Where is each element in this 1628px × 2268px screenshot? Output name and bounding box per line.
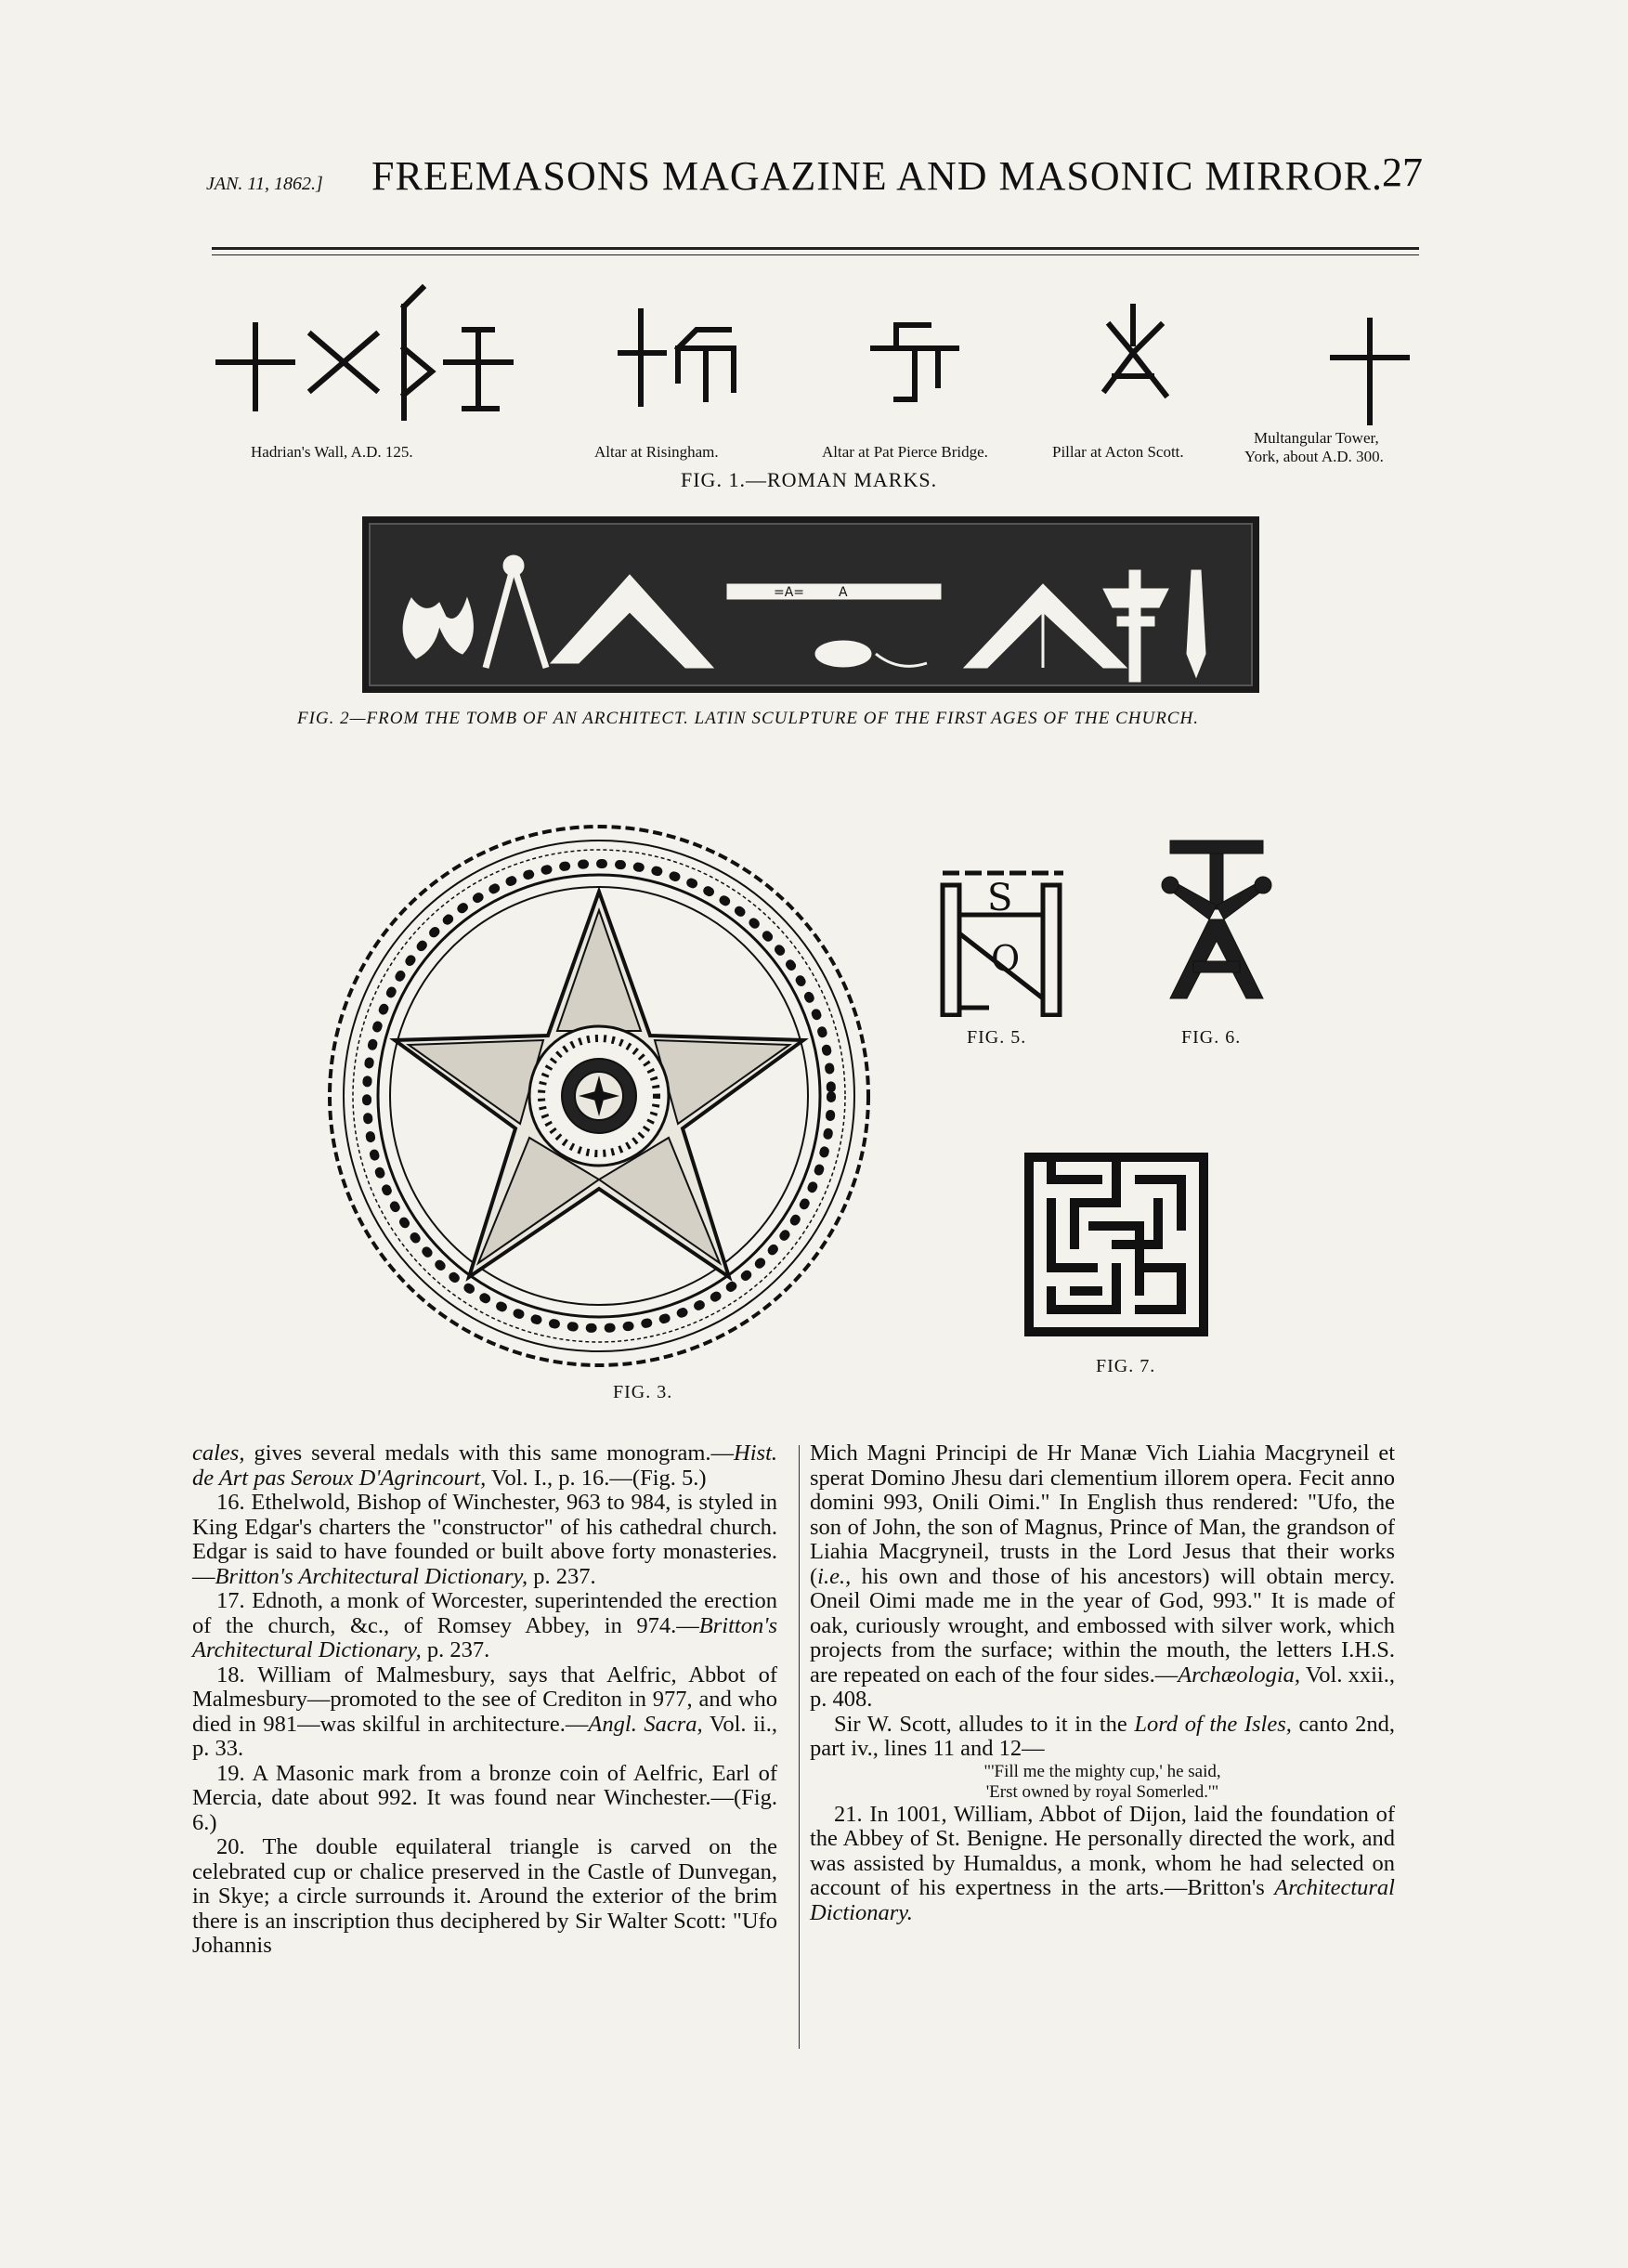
figure-6-caption: FIG. 6. bbox=[1181, 1027, 1242, 1048]
paragraph-18 bbox=[192, 1663, 777, 1762]
paragraph-medals bbox=[192, 1441, 777, 1491]
text-span: 18. William of Malmesbury, says that Aelfric, Abbot of Malmesbury—promoted to the see of Crediton in 977, and who died in 981—was skilful in architecture.— bbox=[192, 1662, 777, 1737]
caption-hadrians-wall: Hadrian's Wall, A.D. 125. bbox=[251, 443, 413, 461]
figure-5-monogram bbox=[933, 859, 1073, 1017]
text-span: canto 2nd, part iv., lines 11 and 12— bbox=[810, 1711, 1395, 1761]
caption-acton-scott: Pillar at Acton Scott. bbox=[1052, 443, 1184, 461]
roman-mark-swastika bbox=[873, 325, 957, 399]
roman-mark-risingham bbox=[620, 311, 734, 404]
roller-shape bbox=[815, 641, 871, 667]
roman-mark-x bbox=[311, 334, 376, 390]
figure-5-caption: FIG. 5. bbox=[967, 1027, 1027, 1048]
figure-7-labyrinth bbox=[1023, 1152, 1209, 1337]
citation-italic: Britton's Architectural Dictionary, bbox=[192, 1612, 777, 1662]
tablet-inscription-1: =A= bbox=[774, 585, 805, 600]
roman-mark-pillar bbox=[1105, 306, 1166, 395]
figure-1-title: FIG. 1.—ROMAN MARKS. bbox=[681, 468, 938, 491]
roman-mark-cross bbox=[218, 325, 293, 409]
text-span: gives several medals with this same monogram.— bbox=[244, 1440, 735, 1466]
text-column-right bbox=[810, 1441, 1395, 1925]
quote-line-1: "'Fill me the mighty cup,' he said, bbox=[983, 1761, 1221, 1781]
figure-3-medallion bbox=[320, 817, 878, 1375]
figure-3-caption: FIG. 3. bbox=[613, 1382, 673, 1402]
quote-line-2: 'Erst owned by royal Somerled.'" bbox=[985, 1781, 1219, 1802]
paragraph-inscription bbox=[810, 1441, 1395, 1713]
citation-italic: Architectural Dictionary. bbox=[810, 1875, 1395, 1925]
text-span: p. 237. bbox=[527, 1563, 596, 1589]
monogram-letter-o: O bbox=[991, 938, 1021, 979]
text-span: Vol. ii., p. 33. bbox=[192, 1711, 777, 1761]
paragraph-20: 20. The double equilateral triangle is carved on the celebrated cup or chalice preserved in the Castle of Dunvegan, in Skye; a circle surrounds it. Around the exterior of the brim there is an inscription thus deciphered by Sir Walter Scott: "Ufo Johannis bbox=[192, 1834, 777, 1958]
header-date: JAN. 11, 1862.] bbox=[206, 174, 323, 194]
citation-italic: Archæologia, bbox=[1178, 1662, 1301, 1688]
roman-mark-rune bbox=[404, 288, 432, 418]
page-number: 27 bbox=[1382, 150, 1423, 195]
text-span: Vol. xxii., p. 408. bbox=[810, 1662, 1395, 1712]
citation-italic: Hist. de Art pas Seroux D'Agrincourt, bbox=[192, 1440, 777, 1491]
text-span: Mich Magni Principi de Hr Manæ Vich Liahia Macgryneil et sperat Domino Jhesu dari clementium illorem opera. Fecit anno domini 993, Onili Oimi." In English thus rendered: "Ufo, the son of John, the son of Magnus, Prince of Man, the grandson of Liahia Macgryneil, trusts in the Lord Jesus that their works ( bbox=[810, 1440, 1395, 1589]
text-span: 21. In 1001, William, Abbot of Dijon, laid the foundation of the Abbey of St. Benigne. He personally directed the work, and was assisted by Humaldus, a monk, whom he had selected on account of his expertness in the arts.—Britton's bbox=[810, 1801, 1395, 1900]
citation-italic: Lord of the Isles, bbox=[1134, 1711, 1292, 1737]
level-bar bbox=[727, 584, 941, 599]
header-rule-thick bbox=[212, 247, 1419, 250]
italic-text: cales, bbox=[192, 1440, 245, 1466]
figure-1-roman-marks bbox=[195, 269, 1430, 437]
caption-multangular-tower: Multangular Tower, bbox=[1254, 429, 1379, 447]
header-rule-thin bbox=[212, 254, 1419, 255]
monogram-letter-s: S bbox=[987, 877, 1013, 919]
citation-italic: Britton's Architectural Dictionary, bbox=[215, 1563, 528, 1589]
tablet-inscription-2: A bbox=[839, 585, 848, 600]
paragraph-16 bbox=[192, 1491, 777, 1589]
text-span: p. 237. bbox=[421, 1637, 490, 1662]
text-span: 17. Ednoth, a monk of Worcester, superintended the erection of the church, &c., of Romsey Abbey, in 974.— bbox=[192, 1588, 777, 1638]
italic-text: i.e., bbox=[817, 1563, 852, 1589]
caption-multangular-tower-date: York, about A.D. 300. bbox=[1244, 448, 1384, 465]
citation-italic: Angl. Sacra, bbox=[588, 1711, 703, 1737]
text-span: Vol. I., p. 16.—(Fig. 5.) bbox=[486, 1465, 707, 1491]
text-span: Sir W. Scott, alludes to it in the bbox=[834, 1711, 1135, 1737]
figure-7-caption: FIG. 7. bbox=[1096, 1356, 1156, 1376]
text-span: his own and those of his ancestors) will obtain mercy. Oneil Oimi made me in the year of God, 993." It is made of oak, curiously wrought, and embossed with silver work, which projects from the surface; within the mouth, the letters I.H.S. are repeated on each of the four sides.— bbox=[810, 1563, 1395, 1688]
column-divider bbox=[799, 1445, 800, 2049]
figure-2-caption: FIG. 2—FROM THE TOMB OF AN ARCHITECT. LATIN SCULPTURE OF THE FIRST AGES OF THE CHURCH. bbox=[297, 709, 1199, 728]
header-title: FREEMASONS MAGAZINE AND MASONIC MIRROR. bbox=[371, 153, 1384, 199]
paragraph-21 bbox=[810, 1803, 1395, 1926]
paragraph-17 bbox=[192, 1589, 777, 1663]
roman-mark-tower-cross bbox=[1333, 320, 1407, 423]
paragraph-19: 19. A Masonic mark from a bronze coin of Aelfric, Earl of Mercia, date about 992. It was found near Winchester.—(Fig. 6.) bbox=[192, 1760, 777, 1835]
text-column-left bbox=[192, 1441, 777, 1959]
paragraph-scott bbox=[810, 1713, 1395, 1762]
caption-risingham: Altar at Risingham. bbox=[594, 443, 719, 461]
figure-6-masonic-mark bbox=[1152, 831, 1291, 1017]
figure-2-tomb-tablet bbox=[360, 515, 1261, 700]
roman-mark-tau bbox=[446, 330, 511, 409]
text-span: 16. Ethelwold, Bishop of Winchester, 963 to 984, is styled in King Edgar's charters the "constructor" of his cathedral church. Edgar is said to have founded or built above forty monasteries.— bbox=[192, 1490, 777, 1589]
caption-pat-pierce: Altar at Pat Pierce Bridge. bbox=[822, 443, 988, 461]
